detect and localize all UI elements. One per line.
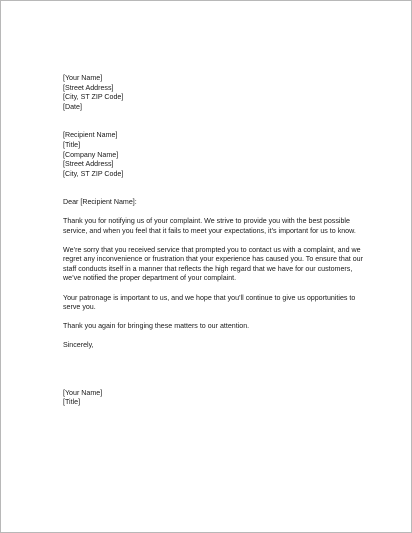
letter-body — [63, 74, 363, 408]
letter-date: [Date] — [63, 102, 82, 111]
body-paragraph-2: We’re sorry that you received service that prompted you to contact us with a complaint, and we regret any inconvenience or frustration that your experience has caused you. To ensure that our staff conducts itself in a manner that reflects the high regard that we have for our customers, we’ve notified the proper department of your complaint. — [63, 245, 363, 283]
sender-street: [Street Address] — [63, 83, 114, 92]
salutation: Dear [Recipient Name]: — [63, 198, 137, 207]
recipient-city: [City, ST ZIP Code] — [63, 169, 124, 178]
body-paragraph-4: Thank you again for bringing these matters to our attention. — [63, 322, 250, 331]
sender-city: [City, ST ZIP Code] — [63, 93, 124, 102]
body-paragraph-3: Your patronage is important to us, and we hope that you’ll continue to give us opportunities to serve you. — [63, 293, 356, 312]
recipient-name: [Recipient Name] — [63, 131, 118, 140]
sender-name: [Your Name] — [63, 74, 103, 82]
signature-name: [Your Name] — [63, 388, 103, 397]
signature-title: [Title] — [63, 398, 81, 407]
body-paragraph-1: Thank you for notifying us of your complaint. We strive to provide you with the best possible service, and when you feel that it fails to meet your expectations, it’s important for us to know. — [63, 216, 356, 235]
sender-address-block — [63, 74, 363, 112]
recipient-address-block — [63, 131, 363, 179]
recipient-title: [Title] — [63, 140, 81, 149]
signature-block — [63, 389, 363, 408]
recipient-street: [Street Address] — [63, 160, 114, 169]
closing: Sincerely, — [63, 341, 94, 350]
recipient-company: [Company Name] — [63, 150, 119, 159]
